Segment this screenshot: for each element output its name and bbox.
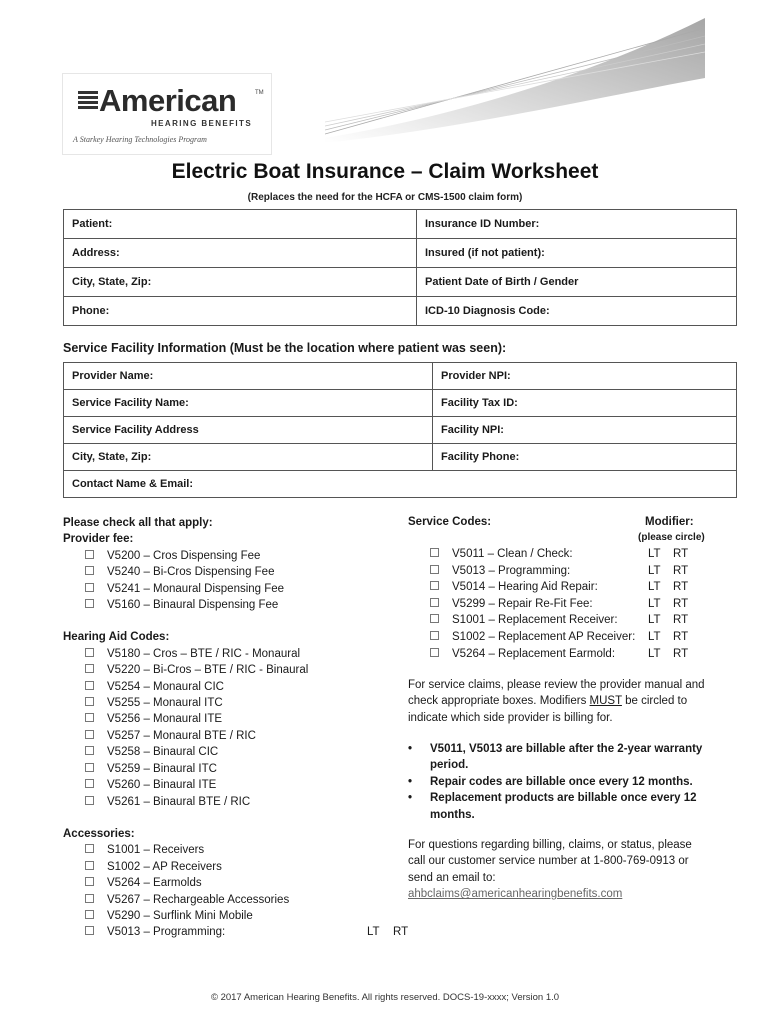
list-item-label: V5264 – Replacement Earmold:: [452, 647, 616, 660]
list-item: [408, 790, 708, 823]
checkbox[interactable]: [85, 550, 94, 559]
contact-text: For questions regarding billing, claims, or status, please call our customer service number at 1-800-769-0913 or send an email to:: [408, 839, 692, 884]
checkbox[interactable]: [85, 844, 94, 853]
billing-rules-list: [408, 741, 708, 823]
list-item: [63, 842, 393, 858]
checkbox[interactable]: [430, 581, 439, 590]
contact-info: [408, 837, 708, 903]
checkbox[interactable]: [430, 648, 439, 657]
list-item-label: V5267 – Rechargeable Accessories: [107, 893, 290, 906]
checkbox[interactable]: [85, 648, 94, 657]
accessories-heading: Accessories:: [63, 827, 135, 840]
table-cell[interactable]: Address:: [64, 239, 417, 268]
list-item: [63, 695, 393, 711]
checkbox[interactable]: [85, 796, 94, 805]
modifier-lt[interactable]: LT: [648, 630, 661, 643]
table-cell[interactable]: City, State, Zip:: [64, 444, 433, 471]
list-item: [63, 924, 409, 940]
list-item: [63, 548, 393, 564]
hearing-aid-heading: Hearing Aid Codes:: [63, 631, 170, 644]
modifier-lt[interactable]: LT: [648, 564, 661, 577]
checkbox[interactable]: [85, 779, 94, 788]
checkbox[interactable]: [85, 861, 94, 870]
list-item-label: V5255 – Monaural ITC: [107, 697, 223, 710]
checkbox[interactable]: [85, 599, 94, 608]
logo: [62, 73, 272, 155]
flag-icon: [78, 91, 98, 109]
service-note-text: be circled to indicate which side provider is billing for.: [408, 695, 688, 724]
list-item-label: V5254 – Monaural CIC: [107, 680, 224, 693]
list-item: [63, 794, 393, 810]
table-cell[interactable]: Phone:: [64, 297, 417, 326]
page-subtitle: (Replaces the need for the HCFA or CMS-1500 claim form): [247, 192, 523, 203]
table-row: [64, 444, 737, 471]
list-item: [408, 741, 708, 774]
modifier-lt[interactable]: LT: [648, 581, 661, 594]
list-item-label: V5290 – Surflink Mini Mobile: [107, 909, 253, 922]
list-item-label: V5200 – Cros Dispensing Fee: [107, 549, 261, 562]
list-item: [430, 563, 700, 580]
table-cell[interactable]: City, State, Zip:: [64, 268, 417, 297]
list-item: [63, 728, 393, 744]
list-item-label: V5014 – Hearing Aid Repair:: [452, 581, 598, 594]
checkbox[interactable]: [85, 894, 94, 903]
logo-subtitle: HEARING BENEFITS: [151, 119, 253, 128]
logo-tm: TM: [255, 90, 264, 96]
modifier-lt[interactable]: LT: [648, 614, 661, 627]
checkbox[interactable]: [85, 910, 94, 919]
table-row: [64, 210, 737, 239]
list-item: [430, 646, 700, 663]
bullet-icon: •: [408, 775, 413, 788]
list-item: [63, 581, 393, 597]
bullet-icon: •: [408, 743, 413, 755]
page-title: Electric Boat Insurance – Claim Worksheet: [171, 160, 599, 183]
list-item: [63, 679, 393, 695]
list-item: [63, 744, 393, 760]
checkbox[interactable]: [85, 566, 94, 575]
modifier-rt[interactable]: RT: [673, 564, 689, 577]
list-item: [63, 761, 393, 777]
checkbox[interactable]: [85, 583, 94, 592]
checkbox[interactable]: [85, 763, 94, 772]
table-cell[interactable]: Insurance ID Number:: [417, 210, 737, 239]
modifier-lt[interactable]: LT: [648, 597, 661, 610]
checkbox[interactable]: [430, 565, 439, 574]
service-note: [408, 677, 708, 726]
list-item-label: V5180 – Cros – BTE / RIC - Monaural: [107, 647, 301, 660]
checkbox[interactable]: [430, 614, 439, 623]
service-codes-heading: Service Codes:: [408, 516, 492, 528]
list-item-label: V5241 – Monaural Dispensing Fee: [107, 582, 285, 595]
checkbox[interactable]: [430, 631, 439, 640]
list-item-label: V5259 – Binaural ITC: [107, 762, 217, 775]
checkbox[interactable]: [430, 598, 439, 607]
table-row: [64, 363, 737, 390]
logo-tagline: A Starkey Hearing Technologies Program: [73, 135, 207, 144]
list-item: [430, 629, 700, 646]
check-all-heading: Please check all that apply:: [63, 517, 213, 529]
modifier-lt[interactable]: LT: [648, 548, 661, 560]
modifier-rt[interactable]: RT: [673, 548, 689, 560]
list-item-label: S1001 – Receivers: [107, 844, 205, 857]
list-item: [430, 612, 700, 629]
checkbox[interactable]: [85, 926, 94, 935]
table-cell[interactable]: Patient Date of Birth / Gender: [417, 268, 737, 297]
modifier-heading: Modifier:: [645, 516, 694, 528]
service-note-emphasis: MUST: [589, 695, 622, 708]
provider-fee-heading: Provider fee:: [63, 533, 134, 546]
table-cell[interactable]: Provider NPI:: [433, 363, 737, 390]
list-item-label: V5220 – Bi-Cros – BTE / RIC - Binaural: [107, 664, 309, 677]
table-cell[interactable]: ICD-10 Diagnosis Code:: [417, 297, 737, 326]
table-row: [64, 390, 737, 417]
list-item-label: S1002 – Replacement AP Receiver:: [452, 630, 636, 643]
logo-brand: American: [99, 83, 237, 118]
checkbox[interactable]: [85, 697, 94, 706]
modifier-rt[interactable]: RT: [673, 614, 689, 627]
modifier-rt[interactable]: RT: [673, 647, 689, 660]
table-cell[interactable]: Patient:: [64, 210, 417, 239]
table-cell[interactable]: Insured (if not patient):: [417, 239, 737, 268]
list-item-label: V5240 – Bi-Cros Dispensing Fee: [107, 566, 275, 579]
list-item: [63, 892, 393, 908]
list-item-label: V5264 – Earmolds: [107, 877, 202, 890]
list-item: [63, 564, 393, 580]
table-cell[interactable]: Facility NPI:: [433, 417, 737, 444]
facility-heading: Service Facility Information (Must be the location where patient was seen):: [63, 341, 507, 355]
table-row: [64, 417, 737, 444]
list-item-label: V5299 – Repair Re-Fit Fee:: [452, 597, 593, 610]
table-row: [64, 268, 737, 297]
list-item: [430, 546, 700, 563]
footer: © 2017 American Hearing Benefits. All rights reserved. DOCS-19-xxxx; Version 1.0: [210, 992, 560, 1003]
table-cell[interactable]: Facility Phone:: [433, 444, 737, 471]
decorative-swoosh: [325, 18, 705, 158]
service-note-text: For service claims, please review the provider manual and check appropriate boxes. Modifiers: [408, 679, 705, 708]
list-item: [63, 646, 393, 662]
checkbox[interactable]: [85, 746, 94, 755]
list-item: [63, 859, 393, 875]
service-codes-list: [430, 546, 700, 662]
list-item: [63, 597, 393, 613]
modifier-note: (please circle): [638, 532, 705, 543]
checkbox[interactable]: [85, 681, 94, 690]
table-cell[interactable]: Service Facility Name:: [64, 390, 433, 417]
left-column: [63, 515, 409, 941]
list-item-label: V5011, V5013 are billable after the 2-year warranty period.: [430, 743, 703, 772]
checkbox[interactable]: [85, 713, 94, 722]
checkbox[interactable]: [430, 548, 439, 557]
list-item-label: Repair codes are billable once every 12 months.: [430, 775, 693, 788]
list-item: [63, 777, 393, 793]
list-item-label: V5258 – Binaural CIC: [107, 746, 219, 759]
table-cell[interactable]: Facility Tax ID:: [433, 390, 737, 417]
list-item-label: S1001 – Replacement Receiver:: [452, 614, 618, 627]
modifier-rt[interactable]: RT: [393, 926, 409, 939]
list-item-label: V5256 – Monaural ITE: [107, 713, 223, 726]
list-item: [430, 596, 700, 613]
bullet-icon: •: [408, 792, 413, 805]
list-item: [63, 875, 393, 891]
checkbox[interactable]: [85, 664, 94, 673]
contact-email-link[interactable]: ahbclaims@americanhearingbenefits.com: [408, 888, 623, 901]
patient-info-table: [63, 209, 737, 326]
table-cell[interactable]: Service Facility Address: [64, 417, 433, 444]
modifier-rt[interactable]: RT: [673, 630, 689, 643]
checkbox[interactable]: [85, 730, 94, 739]
list-item-label: V5260 – Binaural ITE: [107, 779, 217, 792]
list-item-label: V5013 – Programming:: [107, 926, 226, 939]
list-item: [63, 662, 393, 678]
list-item-label: V5261 – Binaural BTE / RIC: [107, 795, 251, 808]
modifier-lt[interactable]: LT: [367, 926, 380, 939]
list-item: [63, 711, 393, 727]
table-row: [64, 297, 737, 326]
table-cell[interactable]: Provider Name:: [64, 363, 433, 390]
list-item: [430, 579, 700, 596]
list-item: [63, 908, 393, 924]
list-item-label: V5257 – Monaural BTE / RIC: [107, 729, 256, 742]
list-item-label: Replacement products are billable once every 12 months.: [430, 792, 697, 821]
checkbox[interactable]: [85, 877, 94, 886]
list-item-label: V5013 – Programming:: [452, 564, 571, 577]
facility-info-table: [63, 362, 737, 498]
table-cell[interactable]: Contact Name & Email:: [64, 471, 737, 498]
list-item-label: S1002 – AP Receivers: [107, 860, 222, 873]
table-row: [64, 239, 737, 268]
list-item-label: V5011 – Clean / Check:: [452, 548, 573, 560]
modifier-lt[interactable]: LT: [648, 647, 661, 660]
modifier-rt[interactable]: RT: [673, 597, 689, 610]
modifier-rt[interactable]: RT: [673, 581, 689, 594]
table-row: [64, 471, 737, 498]
list-item: [408, 774, 708, 790]
list-item-label: V5160 – Binaural Dispensing Fee: [107, 599, 279, 612]
